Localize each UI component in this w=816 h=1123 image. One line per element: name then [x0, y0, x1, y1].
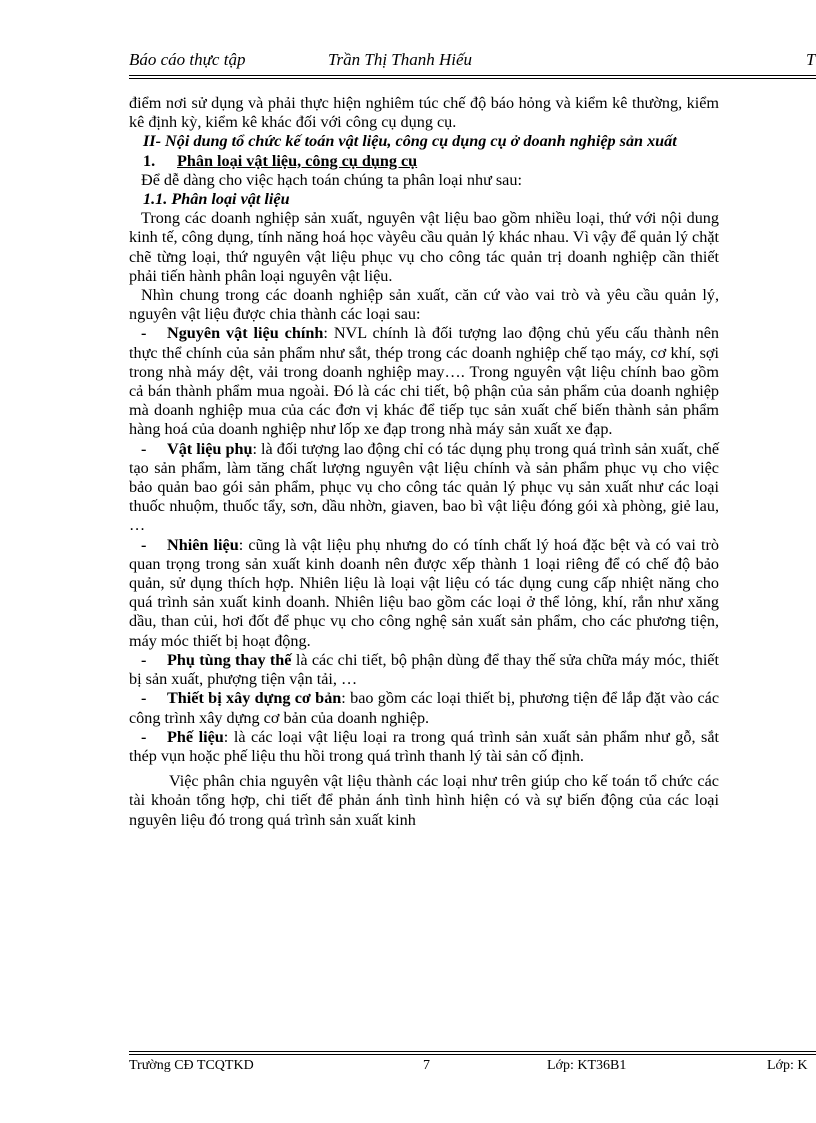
header-right-text: T	[806, 50, 816, 69]
list-dash: -	[141, 727, 147, 746]
subsection-heading	[129, 152, 719, 171]
list-dash: -	[141, 324, 147, 343]
footer-school: Trường CĐ TCQTKD	[129, 1058, 254, 1073]
header-report-title: Báo cáo thực tập	[129, 50, 246, 69]
header-author: Trần Thị Thanh Hiếu	[328, 50, 473, 69]
header-rule-thin	[129, 78, 816, 79]
list-dash: -	[141, 535, 147, 554]
page-header	[129, 48, 816, 74]
list-item	[129, 728, 719, 766]
footer-page-number: 7	[423, 1058, 430, 1073]
list-item-term: Phế liệu	[167, 727, 224, 746]
section-heading: II- Nội dung tổ chức kế toán vật liệu, công cụ dụng cụ ở doanh nghiệp sản xuất	[143, 132, 677, 151]
list-item-text: : bao gồm các loại thiết bị, phương tiện để lắp đặt vào các công trình xây dựng cơ bản của doanh nghiệp.	[129, 689, 720, 727]
list-item-text: là các chi tiết, bộ phận dùng để thay thế sửa chữa máy móc, thiết bị sản xuất, phượng tiện vận tải, …	[129, 650, 719, 689]
paragraph: Trong các doanh nghiệp sản xuất, nguyên vật liệu bao gồm nhiều loại, thứ với nội dung kinh tế, công dụng, tính năng hoá học vàyêu cầu quản lý khác nhau. Vì vậy để quản lý chặt chẽ từng loại, thứ nguyên vật liệu phục vụ cho công tác quản trị doanh nghiệp cần thiết phải tiến hành phân loại nguyên vật liệu.	[129, 209, 719, 285]
footer-rule-thin	[129, 1054, 816, 1055]
paragraph-closing: Việc phân chia nguyên vật liệu thành các loại như trên giúp cho kế toán tổ chức các tài khoản tổng hợp, chi tiết để phản ánh tình hình hiện có và sự biến động của các loại nguyên liệu đó trong quá trình sản xuất kinh	[129, 772, 719, 829]
footer-right-text: Lớp: K	[767, 1058, 808, 1073]
list-item-term: Nhiên liệu	[167, 535, 239, 554]
paragraph-intro: Để dễ dàng cho việc hạch toán chúng ta phân loại như sau:	[141, 170, 522, 189]
list-item-term: Vật liệu phụ	[167, 439, 253, 458]
header-rule	[129, 75, 816, 76]
paragraph-continuation: điểm nơi sử dụng và phải thực hiện nghiêm túc chế độ báo hỏng và kiểm kê thường, kiểm kê định kỳ, kiểm kê khác đối với công cụ dụng cụ.	[129, 94, 719, 132]
subsection-number: 1.	[143, 151, 156, 170]
list-item	[129, 651, 719, 689]
document-body	[129, 94, 719, 830]
list-item	[129, 689, 719, 727]
list-item	[129, 536, 719, 651]
list-item-text: : cũng là vật liệu phụ nhưng do có tính chất lý hoá đặc bệt và có vai trò quan trọng trong sản xuất kinh doanh nên được xếp thành 1 loại riêng để có chế độ bảo quản, sử dụng thích hợp. Nhiên liệu là loại vật liệu có tác dụng cung cấp nhiệt năng cho quá trình sản xuất kinh doanh. Nhiên liệu bao gồm các loại ở thể lỏng, khí, rắn như xăng dầu, than củi, hơi đốt để phục vụ cho công nghệ sản xuất sản phẩm, cho các phương tiện, máy móc thiết bị hoạt động.	[129, 535, 719, 650]
list-item	[129, 440, 719, 536]
list-item-text: : NVL chính là đối tượng lao động chủ yếu cấu thành nên thực thể chính của sản phẩm như sắt, thép trong các doanh nghiệp chế tạo máy, cơ khí, sợi trong nhà máy dệt, vải trong doanh nghiệp may…. Trong nguyên vật liệu chính bao gồm cả bán thành phẩm mua ngoài. Đó là các chi tiết, bộ phận của sản phẩm của doanh nghiệp mà doanh nghiệp mua của các đơn vị khác để tiếp tục sản xuất chế biến thành sản phẩm hàng hoá của doanh nghiệp như lốp xe đạp trong nhà máy sản xuất xe đạp.	[129, 324, 719, 439]
footer-class: Lớp: KT36B1	[547, 1058, 627, 1073]
list-item-term: Phụ tùng thay thế	[167, 650, 292, 669]
list-dash: -	[141, 650, 147, 669]
list-item-term: Nguyên vật liệu chính	[167, 324, 324, 343]
footer-rule	[129, 1051, 816, 1052]
list-item-text: : là các loại vật liệu loại ra trong quá trình sản xuất sản phẩm như gỗ, sắt thép vụn hoặc phế liệu thu hồi trong quá trình thanh lý tài sản cố định.	[129, 727, 719, 765]
subsection-title: Phân loại vật liệu, công cụ dụng cụ	[177, 151, 418, 170]
list-item	[129, 324, 719, 439]
page-footer	[129, 1056, 816, 1078]
list-dash: -	[141, 689, 147, 708]
paragraph: Nhìn chung trong các doanh nghiệp sản xuất, căn cứ vào vai trò và yêu cầu quản lý, nguyên vật liệu được chia thành các loại sau:	[129, 286, 719, 324]
list-item-text: : là đối tượng lao động chỉ có tác dụng phụ trong quá trình sản xuất, chế tạo sản phẩm, làm tăng chất lượng nguyên vật liệu chính và sản phẩm phục vụ cho việc bảo quản bao gói sản phẩm, phục vụ cho công tác quản lý phục vụ sản xuất như các loại thuốc nhuộm, thuốc tẩy, sơn, dầu nhờn, giaven, bao bì vật liệu đóng gói xà phòng, giẻ lau, …	[129, 439, 720, 535]
list-dash: -	[141, 439, 147, 458]
list-item-term: Thiết bị xây dựng cơ bản	[167, 689, 342, 708]
sub-subsection-heading: 1.1. Phân loại vật liệu	[143, 190, 290, 209]
